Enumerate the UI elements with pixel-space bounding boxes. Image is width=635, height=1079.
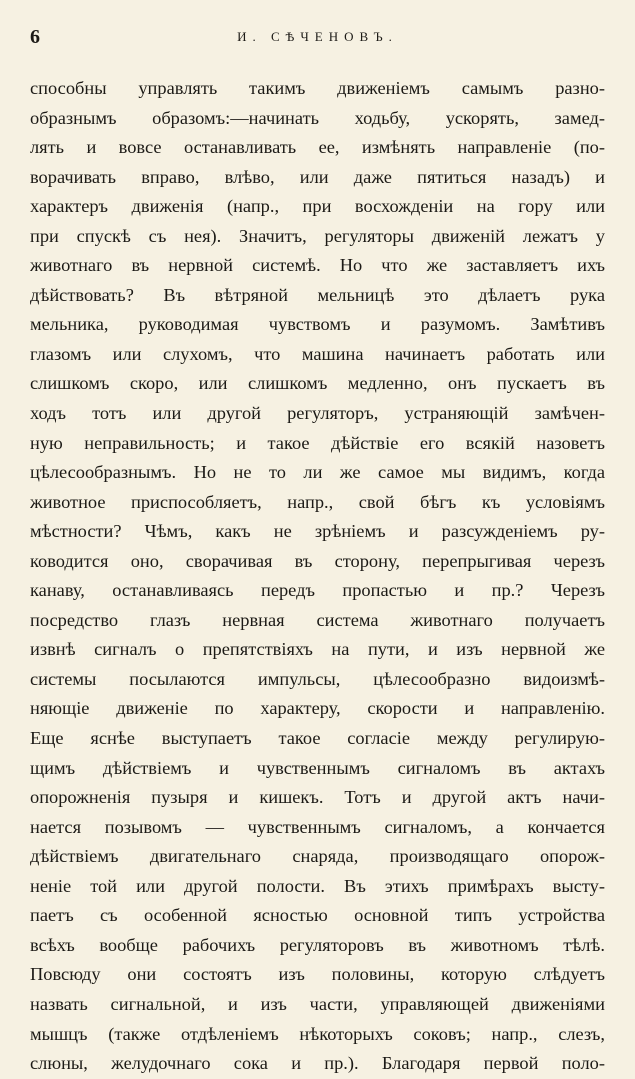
text-line: животнаго въ нервной системѣ. Но что же заставляетъ ихъ — [30, 255, 605, 276]
text-line: извнѣ сигналъ о препятствiяхъ на пути, и изъ нервной же — [30, 639, 605, 660]
text-line: ководится оно, сворачивая въ сторону, перепрыгивая черезъ — [30, 550, 605, 571]
text-line: мѣстности? Чѣмъ, какъ не зрѣнiемъ и разсужденiемъ ру- — [30, 521, 605, 542]
text-line: глазомъ или слухомъ, что машина начинаетъ работать или — [30, 343, 605, 364]
text-line: системы посылаются импульсы, цѣлесообразно видоизмѣ- — [30, 668, 605, 689]
text-line: посредство глазъ нервная система животнаго получаетъ — [30, 609, 605, 630]
text-line: ходъ тотъ или другой регуляторъ, устраняющiй замѣчен- — [30, 403, 605, 424]
text-line: цѣлесообразнымъ. Но не то ли же самое мы видимъ, когда — [30, 462, 605, 483]
text-line: способны управлять такимъ движенiемъ самымъ разно- — [30, 78, 605, 98]
running-head: И. СѢЧЕНОВЪ. — [237, 29, 398, 44]
text-line: слишкомъ скоро, или слишкомъ медленно, онъ пускаетъ въ — [30, 373, 605, 394]
text-line: канаву, останавливаясь передъ пропастью и пр.? Черезъ — [30, 580, 605, 601]
text-line: образнымъ образомъ:—начинать ходьбу, ускорять, замед- — [30, 107, 605, 128]
text-line: щимъ дѣйствiемъ и чувственнымъ сигналомъ въ актахъ — [30, 757, 605, 778]
text-line: нается позывомъ — чувственнымъ сигналомъ, а кончается — [30, 816, 605, 837]
text-line: ную неправильность; и такое дѣйствiе его всякiй назоветъ — [30, 432, 605, 453]
text-line: животное приспособляетъ, напр., свой бѣгъ къ условiямъ — [30, 491, 605, 512]
page-number: 6 — [30, 26, 40, 48]
text-line: мельника, руководимая чувствомъ и разумомъ. Замѣтивъ — [30, 314, 605, 335]
text-line: назвать сигнальной, и изъ части, управляющей движенiями — [30, 993, 605, 1014]
text-line: няющiе движенiе по характеру, скорости и направленiю. — [30, 698, 605, 719]
text-line: паетъ съ особенной ясностью основной типъ устройства — [30, 905, 605, 926]
text-line: Повсюду они состоятъ изъ половины, которую слѣдуетъ — [30, 964, 605, 985]
text-line: ворачивать вправо, влѣво, или даже пятиться назадъ) и — [30, 166, 605, 187]
page-header — [30, 26, 605, 48]
text-line: характеръ движенiя (напр., при восхожденiи на гору или — [30, 196, 605, 217]
text-line: всѣхъ вообще рабочихъ регуляторовъ въ животномъ тѣлѣ. — [30, 934, 605, 955]
text-line: при спускѣ съ нея). Значитъ, регуляторы движенiй лежатъ у — [30, 225, 605, 246]
body-text — [30, 74, 605, 1079]
text-line: мышцъ (также отдѣленiемъ нѣкоторыхъ соковъ; напр., слезъ, — [30, 1023, 605, 1044]
text-line: ненiе той или другой полости. Въ этихъ примѣрахъ высту- — [30, 875, 605, 896]
text-line: дѣйствiемъ двигательнаго снаряда, производящаго опорож- — [30, 846, 605, 867]
text-line: опорожненiя пузыря и кишекъ. Тотъ и другой актъ начи- — [30, 787, 605, 808]
text-line: Еще яснѣе выступаетъ такое согласiе между регулирую- — [30, 728, 605, 749]
text-line: лять и вовсе останавливать ее, измѣнять направленiе (по- — [30, 137, 605, 158]
text-line: слюны, желудочнаго сока и пр.). Благодаря первой поло- — [30, 1053, 605, 1074]
text-line: дѣйствовать? Въ вѣтряной мельницѣ это дѣлаетъ рука — [30, 284, 605, 305]
